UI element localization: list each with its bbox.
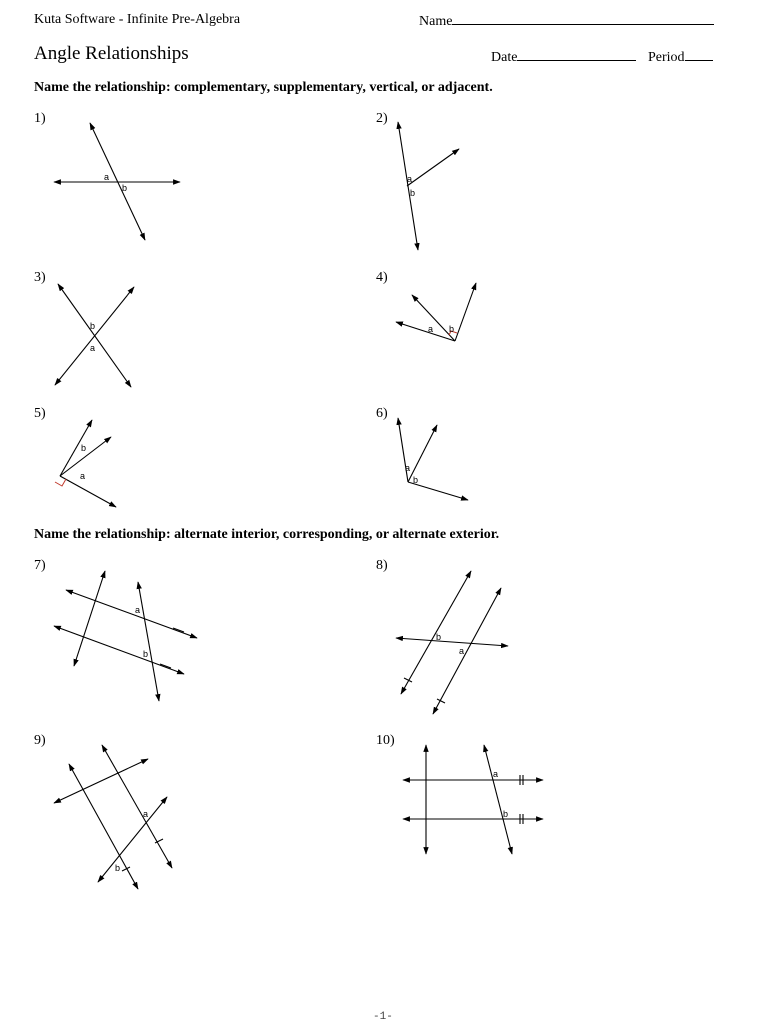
problem-10-label-b: b bbox=[503, 809, 509, 819]
problem-6-number: 6) bbox=[376, 406, 388, 421]
problem-2-label-b: b bbox=[410, 188, 416, 198]
problem-5-label-a: a bbox=[80, 471, 86, 481]
section1-instruction: Name the relationship: complementary, supplementary, vertical, or adjacent. bbox=[34, 80, 493, 95]
problem-8-label-a: a bbox=[459, 646, 465, 656]
problem-1-label-b: b bbox=[122, 183, 128, 193]
problem-10-number: 10) bbox=[376, 733, 395, 748]
problem-9-label-b: b bbox=[115, 863, 121, 873]
problem-3-label-a: a bbox=[90, 343, 96, 353]
name-label: Name bbox=[419, 14, 453, 29]
problem-10-label-a: a bbox=[493, 769, 499, 779]
problem-1-label-a: a bbox=[104, 172, 110, 182]
problem-5-number: 5) bbox=[34, 406, 46, 421]
problem-9-label-a: a bbox=[143, 809, 149, 819]
software-label: Kuta Software - Infinite Pre-Algebra bbox=[34, 12, 241, 27]
date-label: Date bbox=[491, 50, 518, 65]
problem-3-number: 3) bbox=[34, 270, 46, 285]
problem-8-number: 8) bbox=[376, 558, 388, 573]
problem-2-label-a: a bbox=[407, 174, 413, 184]
page-number: -1- bbox=[373, 1011, 393, 1023]
problem-6-label-b: b bbox=[413, 475, 419, 485]
page-title: Angle Relationships bbox=[34, 43, 189, 64]
section2-instruction: Name the relationship: alternate interior, corresponding, or alternate exterior. bbox=[34, 527, 500, 542]
problem-2-number: 2) bbox=[376, 111, 388, 126]
problem-7-number: 7) bbox=[34, 558, 46, 573]
problem-4-label-b: b bbox=[449, 324, 455, 334]
problem-7-label-b: b bbox=[143, 649, 149, 659]
problem-3-label-b: b bbox=[90, 321, 96, 331]
problem-7-label-a: a bbox=[135, 605, 141, 615]
period-label: Period bbox=[648, 50, 685, 65]
problem-6-label-a: a bbox=[405, 463, 411, 473]
problem-4-label-a: a bbox=[428, 324, 434, 334]
problem-8-label-b: b bbox=[436, 632, 442, 642]
problem-9-number: 9) bbox=[34, 733, 46, 748]
problem-1-number: 1) bbox=[34, 111, 46, 126]
problem-4-number: 4) bbox=[376, 270, 388, 285]
problem-5-label-b: b bbox=[81, 443, 87, 453]
